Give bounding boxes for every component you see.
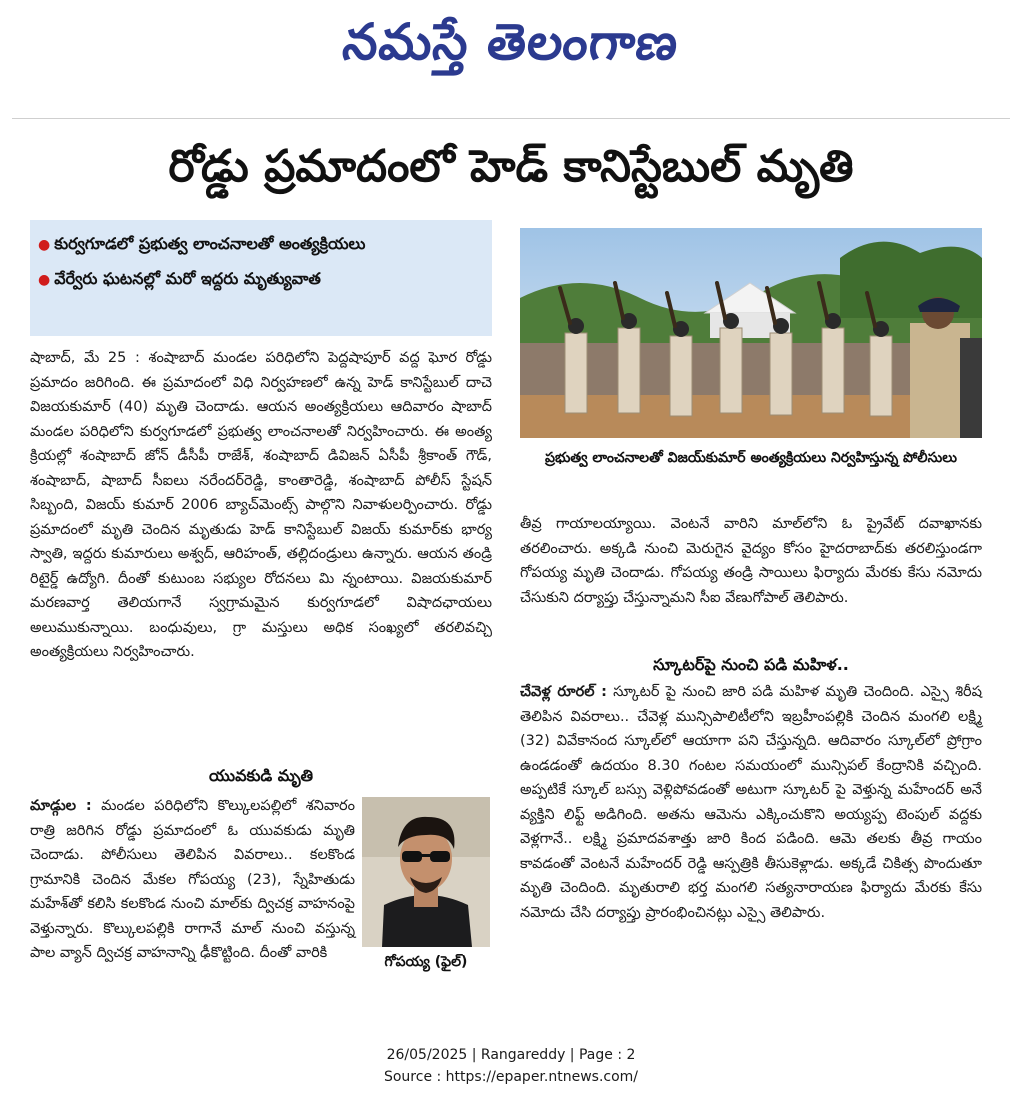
funeral-photo-image: [520, 228, 982, 438]
newspaper-masthead: [0, 4, 1022, 80]
funeral-photo: [520, 228, 982, 438]
story-two-body: [30, 794, 355, 1014]
header-divider: [12, 118, 1010, 119]
story-two-heading: యువకుడి మృతి: [208, 766, 313, 785]
story-one-text: షాబాద్, మే 25 : శంషాబాద్ మండల పరిధిలోని పెద్దషాపూర్ వద్ద ఘోర రోడ్డు ప్రమాదం జరిగింది. ఈ ప్రమాదంలో విధి నిర్వహణలో ఉన్న హెడ్ కానిస్టేబుల్ దాచె విజయకుమార్ (40) మృతి చెందాడు. ఆయన అంత్యక్రియలు ఆదివారం షాబాద్ మండల పరిధిలోని కుర్వగూడలో ప్రభుత్వ లాంచనాలతో నిర్వహించారు. ఈ అంత్య క్రియల్లో శంషాబాద్ జోన్ డీసీపీ రాజేశ్, శంషాబాద్ డివిజన్ ఏసీపీ శ్రీకాంత్ గౌడ్, శంషాబాద్, షాబాద్ సీఐలు నరేందర్‌రెడ్డి, కాంతారెడ్డి, శంషాబాద్ పోలీస్ స్టేషన్ సిబ్బంది, విజయ్ కుమార్ 2006 బ్యాచ్‌మెంట్స్ పాల్గొని నివాళులర్పించారు. రోడ్డు ప్రమాదంలో మృతి చెందిన మృతుడు హెడ్ కానిస్టేబుల్ విజయ్ కుమార్‌కు భార్య స్వాతి, ఇద్దరు కుమారులు అశ్వద్, ఆరిహంత్, తల్లిదండ్రులు ఉన్నారు. ఆయన తండ్రి రిటైర్డ్ ఉద్యోగి. దీంతో కుటుంబ సభ్యుల రోదనలు మి న్నంటాయి. విజయకుమార్ మరణవార్త తెలియగానే స్వగ్రామమైన కుర్వగూడలో విషాదఛాయలు అలుముకున్నాయి. బంధువులు, గ్రా మస్తులు అధిక సంఖ్యలో తరలివచ్చి అంత్యక్రియలు నిర్వహించారు.: [30, 350, 492, 660]
story-two-continued: [520, 512, 982, 658]
funeral-photo-caption: ప్రభుత్వ లాంచనాలతో విజయ్‌కుమార్ అంత్యక్రియలు నిర్వహిస్తున్న పోలీసులు: [544, 450, 958, 466]
story-three-dateline: చేవెళ్ల రూరల్ :: [520, 684, 607, 700]
story-two-dateline: మాడ్గుల :: [30, 798, 92, 814]
masthead-logo-text: నమస్తే తెలంగాణ: [340, 13, 682, 71]
bullet-icon: ●: [38, 237, 51, 253]
story-three-text: స్కూటర్ పై నుంచి జారి పడి మహిళ మృతి చెందింది. ఎస్సై శిరీష తెలిపిన వివరాలు.. చేవెళ్ల మున్సిపాలిటీలోని ఇబ్రహీంపల్లికి చెందిన మంగలి లక్ష్మి (32) వివేకానంద స్కూల్‌లో ఆయాగా పని చేస్తున్నది. ఆదివారం స్కూల్‌లో ప్రోగ్రాం ఉండడంతో ఉదయం 8.30 గంటల సమయంలో మున్సిపల్ కేంద్రానికి వచ్చింది. అప్పటికే స్కూల్ బస్సు వెళ్లిపోవడంతో అటుగా స్కూటర్ పై వెళ్తున్న మహేందర్ అనే వ్యక్తిని లిఫ్ట్ అడిగింది. అతను ఆమెను ఎక్కించుకొని అయ్యప్ప టెంపుల్ వద్దకు వెళ్లగానే.. లక్ష్మి ప్రమాదవశాత్తు జారి కింద పడింది. ఆమె తలకు తీవ్ర గాయం కావడంతో వెంటనే మహేందర్ రెడ్డి ఆస్పత్రికి తీసుకెళ్లాడు. అక్కడే చికిత్స పొందుతూ మృతి చెందింది. మృతురాలి భర్త మంగలి సత్యనారాయణ ఫిర్యాదు మేరకు కేసు నమోదు చేసి దర్యాప్తు ప్రారంభించినట్లు ఎస్సై తెలిపారు.: [520, 684, 982, 921]
story-two-continued-text: తీవ్ర గాయాలయ్యాయి. వెంటనే వారిని మాల్‌లోని ఓ ప్రైవేట్ దవాఖానకు తరలించారు. అక్కడి నుంచి మెరుగైన వైద్యం కోసం హైదరాబాద్‌కు తరలిస్తుండగా గోపయ్య మృతి చెందాడు. గోపయ్య తండ్రి సాయిలు ఫిర్యాదు మేరకు కేసు నమోదు చేసుకుని దర్యాప్తు చేస్తున్నామని సీఐ వేణుగోపాల్ తెలిపారు.: [520, 516, 982, 606]
article-headline: [12, 124, 1010, 210]
footer-source-link[interactable]: Source : https://epaper.ntnews.com/: [383, 1069, 639, 1085]
bullet-icon: ●: [38, 272, 51, 288]
gopayya-photo: [362, 797, 490, 947]
highlights-box: [30, 220, 492, 336]
gopayya-photo-image: [362, 797, 490, 947]
story-three-heading: స్కూటర్‌పై నుంచి పడి మహిళ..: [653, 655, 849, 674]
story-three-body: [520, 680, 982, 1010]
story-two-text: మండల పరిధిలోని కొల్కులపల్లిలో శనివారం రాత్రి జరిగిన రోడ్డు ప్రమాదంలో ఓ యువకుడు మృతి చెందాడు. పోలీసులు తెలిపిన వివరాలు.. కలకొండ గ్రామానికి చెందిన మేకల గోపయ్య (23), స్నేహితుడు మహేశ్‌తో కలిసి కలకొండ నుంచి మాల్‌కు ద్విచక్ర వాహనంపై వెళ్తున్నారు. కొల్కులపల్లికి రాగానే మాల్ నుంచి వస్తున్న పాల వ్యాన్ ద్విచక్ర వాహనాన్ని ఢీకొట్టింది. దీంతో వారికి: [30, 798, 356, 961]
gopayya-photo-caption: గోపయ్య (ఫైల్): [384, 954, 468, 970]
page-footer: [0, 1044, 1022, 1088]
headline-text: రోడ్డు ప్రమాదంలో హెడ్ కానిస్టేబుల్ మృతి: [168, 141, 854, 192]
highlight-item: ● వేర్వేరు ఘటనల్లో మరో ఇద్దరు మృత్యువాత: [38, 269, 321, 288]
highlight-item: ● కుర్వగూడలో ప్రభుత్వ లాంచనాలతో అంత్యక్రియలు: [38, 234, 366, 253]
story-one-body: [30, 346, 492, 758]
footer-date-edition: 26/05/2025 | Rangareddy | Page : 2: [386, 1047, 636, 1063]
